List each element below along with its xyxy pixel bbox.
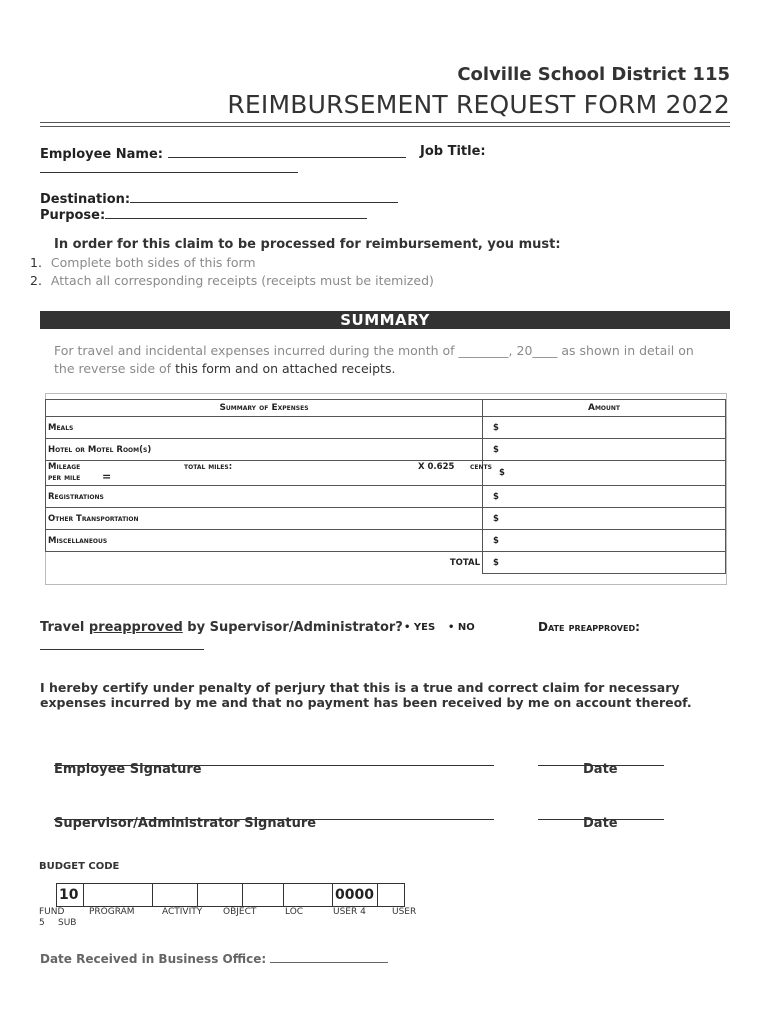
loc-cell[interactable] bbox=[284, 884, 333, 907]
table-row bbox=[46, 417, 726, 439]
equals-sign: = bbox=[102, 470, 112, 483]
total-miles-label: total miles: bbox=[184, 462, 233, 472]
user4-cell[interactable]: 0000 bbox=[333, 884, 378, 907]
activity-label: ACTIVITY bbox=[162, 907, 203, 917]
misc-label: Miscellaneous bbox=[46, 530, 483, 552]
job-title-field[interactable] bbox=[40, 172, 298, 173]
col-amount-header: Amount bbox=[483, 400, 726, 417]
table-row bbox=[46, 530, 726, 552]
employee-name-label: Employee Name: bbox=[40, 147, 163, 162]
budget-line2-sub: SUB bbox=[58, 918, 77, 928]
other-transport-amount[interactable]: $ bbox=[483, 508, 726, 530]
user-label: USER bbox=[392, 907, 417, 917]
user-cell[interactable] bbox=[378, 884, 405, 907]
employee-signature-label: Employee Signature bbox=[54, 762, 202, 777]
instruction-text: Complete both sides of this form bbox=[50, 255, 256, 270]
preapproval-pre: Travel bbox=[40, 620, 85, 635]
summary-note-grey: For travel and incidental expenses incurred during the month of ________, 20____ as shown in detail on the reverse side of bbox=[54, 343, 694, 376]
cents-label: cents bbox=[470, 462, 492, 472]
object-cell[interactable] bbox=[198, 884, 243, 907]
instructions-lead: In order for this claim to be processed for reimbursement, you must: bbox=[54, 237, 561, 252]
purpose-row bbox=[40, 205, 367, 223]
mileage-amount[interactable]: $ bbox=[483, 461, 726, 486]
per-mile-label: per mile bbox=[48, 473, 81, 483]
meals-amount[interactable]: $ bbox=[483, 417, 726, 439]
table-row bbox=[46, 486, 726, 508]
misc-amount[interactable]: $ bbox=[483, 530, 726, 552]
date-preapproved-field[interactable] bbox=[40, 649, 204, 650]
summary-note-dark: this form and on attached receipts. bbox=[175, 361, 396, 376]
budget-code-table bbox=[56, 883, 405, 907]
budget-line2-num: 5 bbox=[39, 918, 45, 928]
registrations-amount[interactable]: $ bbox=[483, 486, 726, 508]
supervisor-date-label: Date bbox=[583, 816, 618, 831]
destination-field[interactable] bbox=[130, 189, 398, 203]
summary-banner: SUMMARY bbox=[40, 311, 730, 329]
purpose-label: Purpose: bbox=[40, 208, 106, 223]
user4-label: USER 4 bbox=[333, 907, 366, 917]
title-rule-bottom bbox=[40, 126, 730, 127]
loc-label: LOC bbox=[285, 907, 304, 917]
summary-note bbox=[54, 342, 714, 378]
supervisor-signature-label: Supervisor/Administrator Signature bbox=[54, 816, 317, 831]
total-label: TOTAL bbox=[46, 552, 483, 574]
table-row bbox=[46, 439, 726, 461]
no-label: NO bbox=[457, 622, 475, 633]
total-amount[interactable]: $ bbox=[483, 552, 726, 574]
fund-cell[interactable]: 10 bbox=[57, 884, 84, 907]
registrations-label: Registrations bbox=[46, 486, 483, 508]
table-row bbox=[46, 508, 726, 530]
employee-name-row bbox=[40, 144, 406, 162]
table-row bbox=[46, 461, 726, 486]
purpose-field[interactable] bbox=[105, 205, 367, 219]
col-summary-header: Summary of Expenses bbox=[46, 400, 483, 417]
instruction-item-2 bbox=[30, 273, 434, 288]
yes-option[interactable] bbox=[404, 622, 435, 633]
table-row bbox=[46, 552, 726, 574]
mileage-label: Mileage bbox=[48, 462, 81, 472]
instruction-num: 1. bbox=[30, 255, 42, 270]
activity-cell[interactable] bbox=[153, 884, 198, 907]
preapproval-post: by Supervisor/Administrator? bbox=[187, 620, 403, 635]
object2-cell[interactable] bbox=[243, 884, 284, 907]
hotel-label: Hotel or Motel Room(s) bbox=[46, 439, 483, 461]
mileage-rate: X 0.625 bbox=[418, 462, 455, 472]
job-title-label: Job Title: bbox=[420, 144, 486, 159]
instruction-text: Attach all corresponding receipts (receipts must be itemized) bbox=[50, 273, 434, 288]
date-received-row bbox=[40, 949, 388, 966]
date-received-field[interactable] bbox=[270, 949, 388, 963]
yes-label: YES bbox=[413, 622, 436, 633]
instruction-num: 2. bbox=[30, 273, 42, 288]
employee-name-field[interactable] bbox=[168, 144, 406, 158]
instruction-item-1 bbox=[30, 255, 256, 270]
other-transport-label: Other Transportation bbox=[46, 508, 483, 530]
certification-text: I hereby certify under penalty of perjury that this is a true and correct claim for necessary expenses incurred by me and that no payment has been received by me on account thereof. bbox=[40, 680, 692, 710]
date-received-label: Date Received in Business Office: bbox=[40, 952, 267, 966]
district-name: Colville School District 115 bbox=[457, 64, 730, 85]
expenses-table bbox=[45, 399, 726, 574]
form-title: REIMBURSEMENT REQUEST FORM 2022 bbox=[227, 90, 730, 119]
budget-code-label: BUDGET CODE bbox=[39, 861, 120, 872]
hotel-amount[interactable]: $ bbox=[483, 439, 726, 461]
preapproval-underlined: preapproved bbox=[88, 620, 183, 635]
yes-bullet-icon: • bbox=[404, 622, 411, 633]
meals-label: Meals bbox=[46, 417, 483, 439]
title-rule-top bbox=[40, 122, 730, 123]
preapproval-question bbox=[40, 620, 403, 635]
no-bullet-icon: • bbox=[448, 622, 455, 633]
date-preapproved-label: Date preapproved: bbox=[538, 620, 640, 634]
fund-label: FUND bbox=[39, 907, 65, 917]
program-cell[interactable] bbox=[84, 884, 153, 907]
mileage-cell bbox=[46, 461, 492, 486]
destination-label: Destination: bbox=[40, 192, 131, 207]
object-label: OBJECT bbox=[223, 907, 257, 917]
no-option[interactable] bbox=[448, 622, 475, 633]
program-label: PROGRAM bbox=[89, 907, 135, 917]
employee-date-label: Date bbox=[583, 762, 618, 777]
